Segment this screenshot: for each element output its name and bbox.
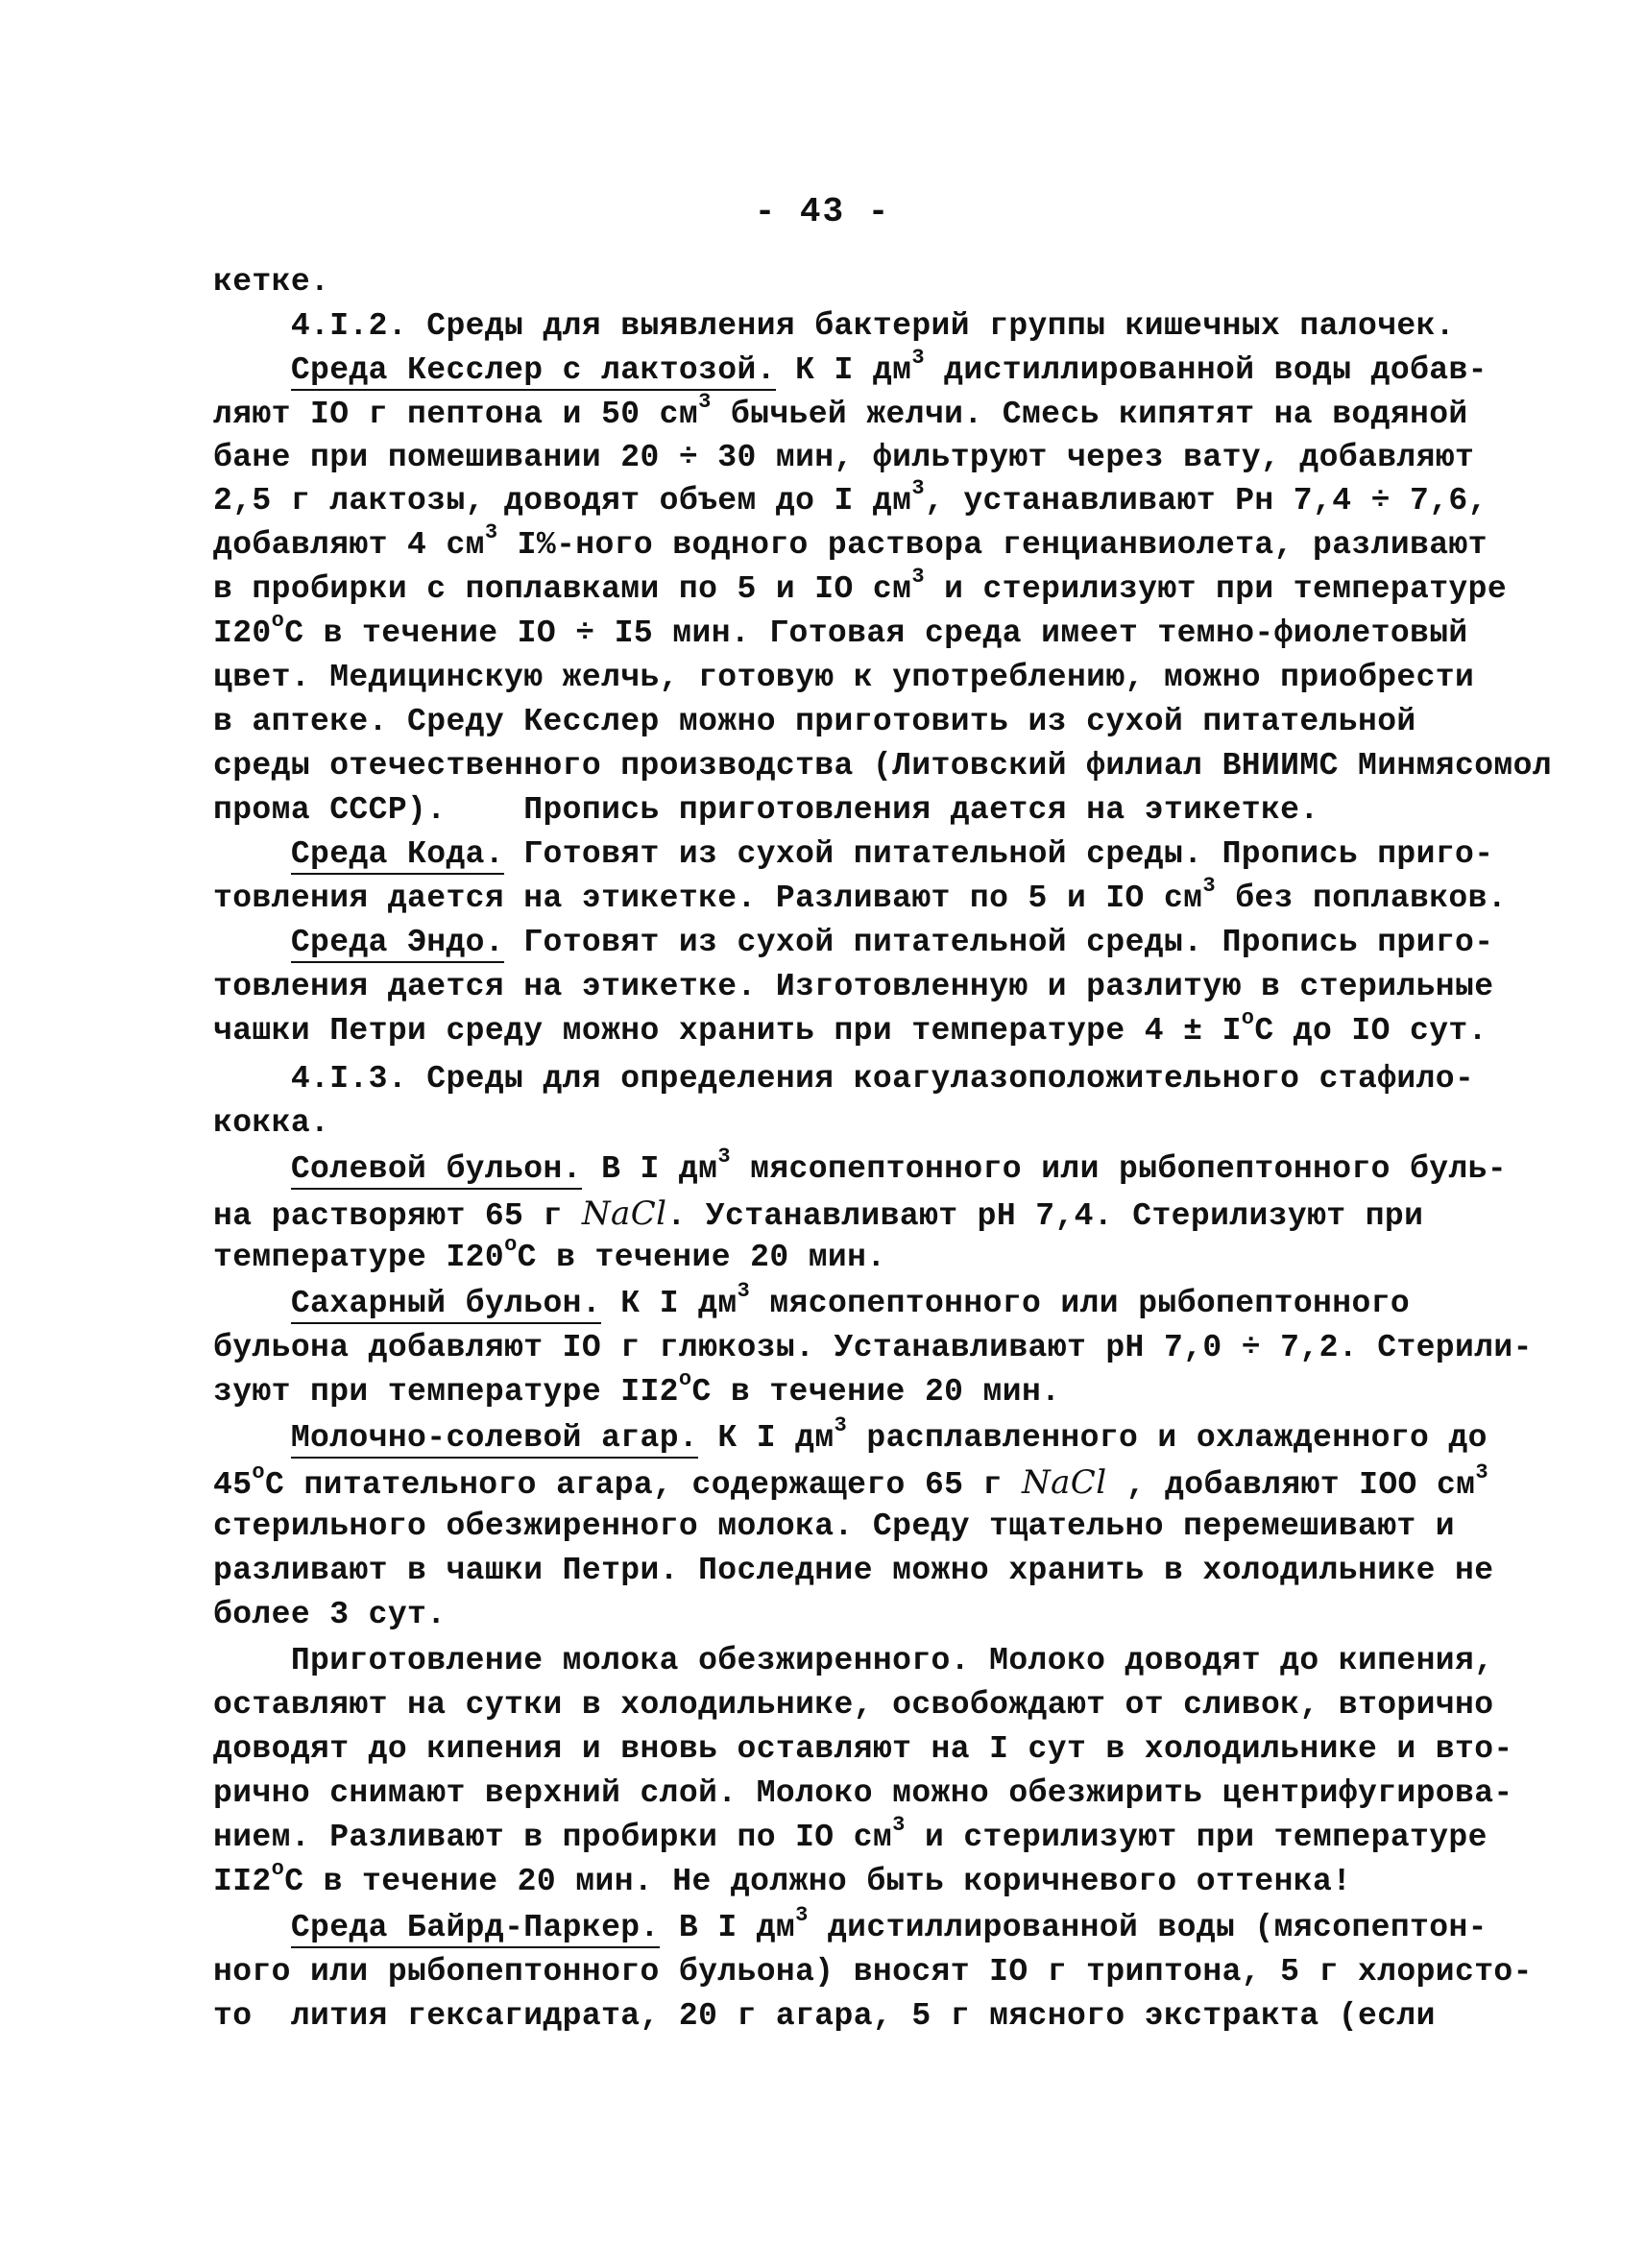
text-segment: В I дм: [581, 1151, 718, 1187]
page-number: - 43 -: [754, 192, 891, 231]
handwritten-formula: NaCl: [581, 1194, 667, 1233]
handwritten-formula: NaCl: [1021, 1463, 1107, 1502]
superscript: о: [252, 1460, 266, 1484]
text-line: [213, 437, 1475, 479]
text-segment: более 3 сут.: [213, 1597, 447, 1632]
text-segment: К I дм: [775, 352, 912, 388]
text-segment: В I дм: [659, 1910, 796, 1945]
text-line: [213, 346, 1488, 395]
text-segment: зуют при температуре II2: [213, 1374, 679, 1410]
text-line: [213, 1903, 1488, 1952]
text-segment: С питательного агара, содержащего 65 г: [265, 1467, 1022, 1503]
text-line: [213, 1413, 1488, 1462]
text-segment: С до IO сут.: [1254, 1013, 1488, 1049]
text-segment: бычьей желчи. Смесь кипятят на водяной: [711, 397, 1468, 432]
text-segment: и стерилизуют при температуре: [924, 571, 1508, 607]
underlined-heading: Молочно-солевой агар.: [291, 1420, 698, 1459]
text-segment: стерильного обезжиренного молока. Среду тщательно перемешивают и: [213, 1508, 1456, 1544]
text-segment: [213, 1910, 291, 1945]
superscript: 3: [911, 346, 925, 370]
text-segment: Приготовление молока обезжиренного. Молоко доводят до кипения,: [213, 1643, 1494, 1678]
text-segment: рично снимают верхний слой. Молоко можно обезжирить центрифугирова-: [213, 1775, 1513, 1811]
text-segment: ного или рыбопептонного бульона) вносят IO г триптона, 5 г хлористо-: [213, 1954, 1533, 1990]
superscript: 3: [1475, 1460, 1488, 1484]
text-segment: нием. Разливают в пробирки по IO см: [213, 1820, 893, 1855]
text-line: [213, 520, 1488, 569]
text-line: [213, 1550, 1494, 1592]
text-line: [213, 657, 1475, 699]
text-segment: 4.I.2. Среды для выявления бактерий группы кишечных палочек.: [213, 308, 1456, 344]
text-segment: мясопептонного или рыбопептонного буль-: [730, 1151, 1508, 1187]
superscript: 3: [1202, 874, 1216, 898]
text-segment: оставляют на сутки в холодильнике, освобождают от сливок, вторично: [213, 1687, 1494, 1723]
text-segment: , устанавливают Рн 7,4 ÷ 7,6,: [924, 483, 1488, 519]
text-line: [213, 1058, 1475, 1100]
text-segment: [213, 1420, 291, 1456]
superscript: о: [504, 1233, 518, 1257]
superscript: 3: [795, 1903, 809, 1927]
text-line: [213, 1460, 1488, 1509]
text-segment: чашки Петри среду можно хранить при температуре 4 ± I: [213, 1013, 1242, 1049]
text-segment: кетке.: [213, 264, 330, 300]
underlined-heading: Среда Байрд-Паркер.: [291, 1910, 660, 1948]
underlined-heading: Среда Эндо.: [291, 925, 504, 963]
text-segment: товления дается на этикетке. Разливают по 5 и IO см: [213, 881, 1203, 916]
text-segment: [213, 925, 291, 960]
text-line: [213, 1367, 1462, 1416]
text-segment: в пробирки с поплавками по 5 и IO см: [213, 571, 912, 607]
text-segment: II2: [213, 1864, 272, 1899]
text-segment: С в течение 20 мин.: [517, 1240, 886, 1275]
text-segment: то лития гексагидрата, 20 г агара, 5 г мясного экстракта (если: [213, 1998, 1436, 2034]
text-line: [213, 1640, 1494, 1682]
superscript: о: [678, 1367, 692, 1391]
text-segment: [213, 1151, 291, 1187]
text-segment: 4.I.3. Среды для определения коагулазоположительного стафило-: [213, 1061, 1475, 1097]
text-segment: С в течение 20 мин. Не должно быть коричневого оттенка!: [284, 1864, 1352, 1899]
text-segment: доводят до кипения и вновь оставляют на I сут в холодильнике и вто-: [213, 1731, 1513, 1767]
text-segment: ляют IO г пептона и 50 см: [213, 397, 699, 432]
text-line: [213, 1951, 1533, 1993]
text-segment: расплавленного и охлажденного до: [847, 1420, 1488, 1456]
text-line: [213, 1857, 1462, 1906]
text-line: [213, 1594, 1462, 1636]
text-line: [213, 390, 1468, 439]
text-segment: К I дм: [698, 1420, 835, 1456]
text-segment: температуре I20: [213, 1240, 505, 1275]
text-segment: . Устанавливают рН 7,4. Стерилизуют при: [666, 1198, 1424, 1234]
text-line: [213, 966, 1494, 1008]
superscript: 3: [698, 390, 712, 414]
superscript: о: [271, 609, 285, 633]
text-line: [213, 1233, 1462, 1282]
text-line: [213, 1995, 1462, 2038]
text-segment: С в течение 20 мин.: [691, 1374, 1061, 1410]
underlined-heading: Среда Кесслер с лактозой.: [291, 352, 776, 391]
text-segment: и стерилизуют при температуре: [905, 1820, 1488, 1855]
superscript: 3: [737, 1279, 751, 1303]
text-line: [213, 1193, 1462, 1238]
text-segment: кокка.: [213, 1105, 330, 1141]
underlined-heading: Сахарный бульон.: [291, 1286, 601, 1324]
text-segment: , добавляют IOO см: [1106, 1467, 1476, 1503]
text-line: [213, 922, 1494, 964]
text-segment: К I дм: [601, 1286, 738, 1321]
text-line: [213, 476, 1488, 525]
text-line: [213, 789, 1462, 832]
text-line: [213, 874, 1508, 923]
text-segment: бане при помешивании 20 ÷ 30 мин, фильтруют через вату, добавляют: [213, 440, 1475, 475]
text-line: [213, 261, 1462, 303]
superscript: 3: [892, 1813, 906, 1837]
text-line: [213, 1506, 1462, 1548]
text-segment: дистиллированной воды добав-: [924, 352, 1488, 388]
text-segment: мясопептонного или рыбопептонного: [750, 1286, 1411, 1321]
text-line: [213, 701, 1462, 743]
text-segment: дистиллированной воды (мясопептон-: [808, 1910, 1488, 1945]
text-line: [213, 1102, 1462, 1145]
text-segment: на растворяют 65 г: [213, 1198, 582, 1234]
text-segment: С в течение IO ÷ I5 мин. Готовая среда имеет темно-фиолетовый: [284, 615, 1468, 651]
text-segment: Готовят из сухой питательной среды. Пропись приго-: [504, 925, 1494, 960]
text-segment: Готовят из сухой питательной среды. Пропись приго-: [504, 836, 1494, 872]
text-line: [213, 1684, 1494, 1726]
text-line: [213, 833, 1494, 876]
text-line: [213, 1813, 1488, 1862]
text-segment: [213, 1286, 291, 1321]
text-segment: цвет. Медицинскую желчь, готовую к употреблению, можно приобрести: [213, 660, 1475, 695]
text-segment: в аптеке. Среду Кесслер можно приготовить из сухой питательной: [213, 704, 1416, 739]
text-line: [213, 1279, 1462, 1328]
superscript: 3: [834, 1413, 848, 1437]
text-line: [213, 565, 1508, 614]
text-segment: добавляют 4 см: [213, 527, 485, 563]
text-line: [213, 1145, 1508, 1194]
text-line: [213, 1006, 1488, 1055]
text-line: [213, 305, 1462, 348]
superscript: 3: [484, 520, 498, 544]
superscript: о: [271, 1857, 285, 1881]
text-segment: I20: [213, 615, 272, 651]
underlined-heading: Солевой бульон.: [291, 1151, 582, 1190]
text-segment: бульона добавляют IO г глюкозы. Устанавливают рН 7,0 ÷ 7,2. Стерили-: [213, 1330, 1533, 1365]
text-segment: [213, 836, 291, 872]
text-segment: I%-ного водного раствора генцианвиолета, разливают: [497, 527, 1488, 563]
text-segment: [213, 352, 291, 388]
text-segment: прома СССР). Пропись приготовления дается на этикетке.: [213, 792, 1319, 828]
text-line: [213, 609, 1468, 658]
text-line: [213, 745, 1553, 787]
text-segment: разливают в чашки Петри. Последние можно хранить в холодильнике не: [213, 1553, 1494, 1588]
superscript: 3: [911, 476, 925, 500]
superscript: 3: [911, 565, 925, 589]
text-line: [213, 1773, 1513, 1815]
underlined-heading: Среда Кода.: [291, 836, 504, 875]
text-line: [213, 1728, 1513, 1771]
text-line: [213, 1327, 1533, 1369]
text-segment: 2,5 г лактозы, доводят объем до I дм: [213, 483, 912, 519]
text-segment: 45: [213, 1467, 253, 1503]
text-segment: среды отечественного производства (Литовский филиал ВНИИМС Минмясомол: [213, 748, 1553, 784]
superscript: о: [1241, 1006, 1255, 1030]
text-segment: товления дается на этикетке. Изготовленную и разлитую в стерильные: [213, 969, 1494, 1004]
text-segment: без поплавков.: [1215, 881, 1508, 916]
superscript: 3: [717, 1145, 731, 1169]
